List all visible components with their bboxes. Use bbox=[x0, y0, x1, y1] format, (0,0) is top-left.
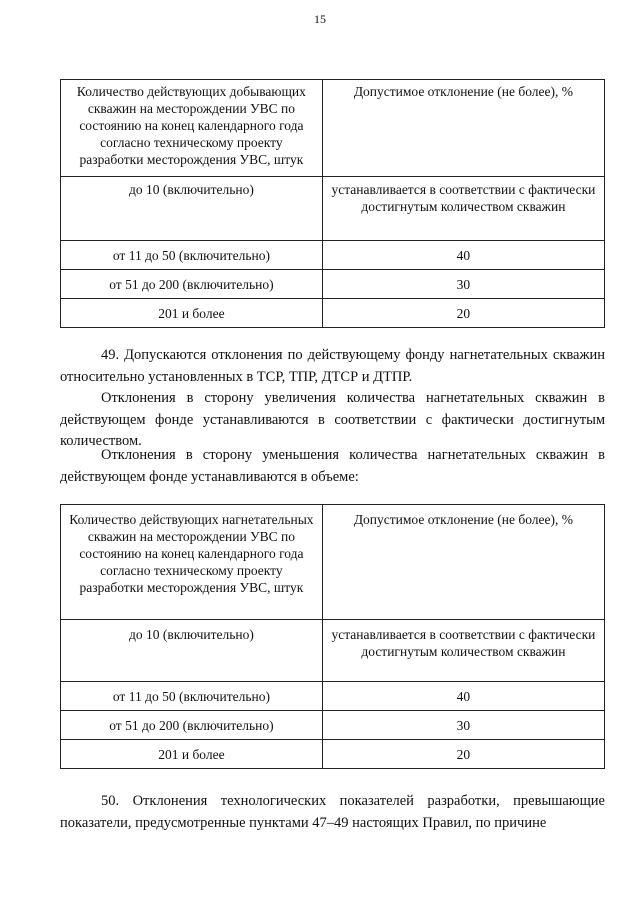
table-cell-value: 20 bbox=[322, 740, 604, 769]
table-row bbox=[61, 711, 605, 740]
table-header-row bbox=[61, 80, 605, 177]
table-row bbox=[61, 620, 605, 682]
table-header-deviation: Допустимое отклонение (не более), % bbox=[322, 505, 604, 620]
table-cell-value: 20 bbox=[322, 299, 604, 328]
injection-wells-deviation-table bbox=[60, 504, 605, 769]
table-cell-range: от 11 до 50 (включительно) bbox=[61, 682, 323, 711]
table-row bbox=[61, 740, 605, 769]
table-cell-range: 201 и более bbox=[61, 740, 323, 769]
table-cell-range: до 10 (включительно) bbox=[61, 177, 323, 241]
table-cell-value: 30 bbox=[322, 711, 604, 740]
table-row bbox=[61, 177, 605, 241]
table-cell-range: 201 и более bbox=[61, 299, 323, 328]
table-header-quantity: Количество действующих нагнетательных скважин на месторождении УВС по состоянию на конец календарного года согласно техническому проекту разработки месторождения УВС, штук bbox=[61, 505, 323, 620]
paragraph-increase-deviation: Отклонения в сторону увеличения количества нагнетательных скважин в действующем фонде устанавливаются в соответствии с фактически достигнутым количеством. bbox=[60, 390, 605, 449]
table-cell-value: 40 bbox=[322, 241, 604, 270]
production-wells-deviation-table bbox=[60, 79, 605, 328]
table-cell-range: от 11 до 50 (включительно) bbox=[61, 241, 323, 270]
table-row bbox=[61, 241, 605, 270]
table-header-deviation: Допустимое отклонение (не более), % bbox=[322, 80, 604, 177]
table-cell-range: до 10 (включительно) bbox=[61, 620, 323, 682]
table-cell-range: от 51 до 200 (включительно) bbox=[61, 711, 323, 740]
table-header-row bbox=[61, 505, 605, 620]
page-number: 15 bbox=[314, 12, 326, 26]
table-cell-value: устанавливается в соответствии с фактически достигнутым количеством скважин bbox=[322, 177, 604, 241]
table-row bbox=[61, 270, 605, 299]
table-row bbox=[61, 682, 605, 711]
table-cell-value: 30 bbox=[322, 270, 604, 299]
table-row bbox=[61, 299, 605, 328]
table-header-quantity: Количество действующих добывающих скважин на месторождении УВС по состоянию на конец календарного года согласно техническому проекту разработки месторождения УВС, штук bbox=[61, 80, 323, 177]
paragraph-50: 50. Отклонения технологических показателей разработки, превышающие показатели, предусмотренные пунктами 47–49 настоящих Правил, по причине bbox=[60, 793, 605, 831]
table-cell-range: от 51 до 200 (включительно) bbox=[61, 270, 323, 299]
paragraph-49: 49. Допускаются отклонения по действующему фонду нагнетательных скважин относительно установленных в ТСР, ТПР, ДТСР и ДТПР. bbox=[60, 347, 605, 385]
table-cell-value: устанавливается в соответствии с фактически достигнутым количеством скважин bbox=[322, 620, 604, 682]
table-cell-value: 40 bbox=[322, 682, 604, 711]
paragraph-decrease-deviation: Отклонения в сторону уменьшения количества нагнетательных скважин в действующем фонде устанавливаются в объеме: bbox=[60, 447, 605, 485]
